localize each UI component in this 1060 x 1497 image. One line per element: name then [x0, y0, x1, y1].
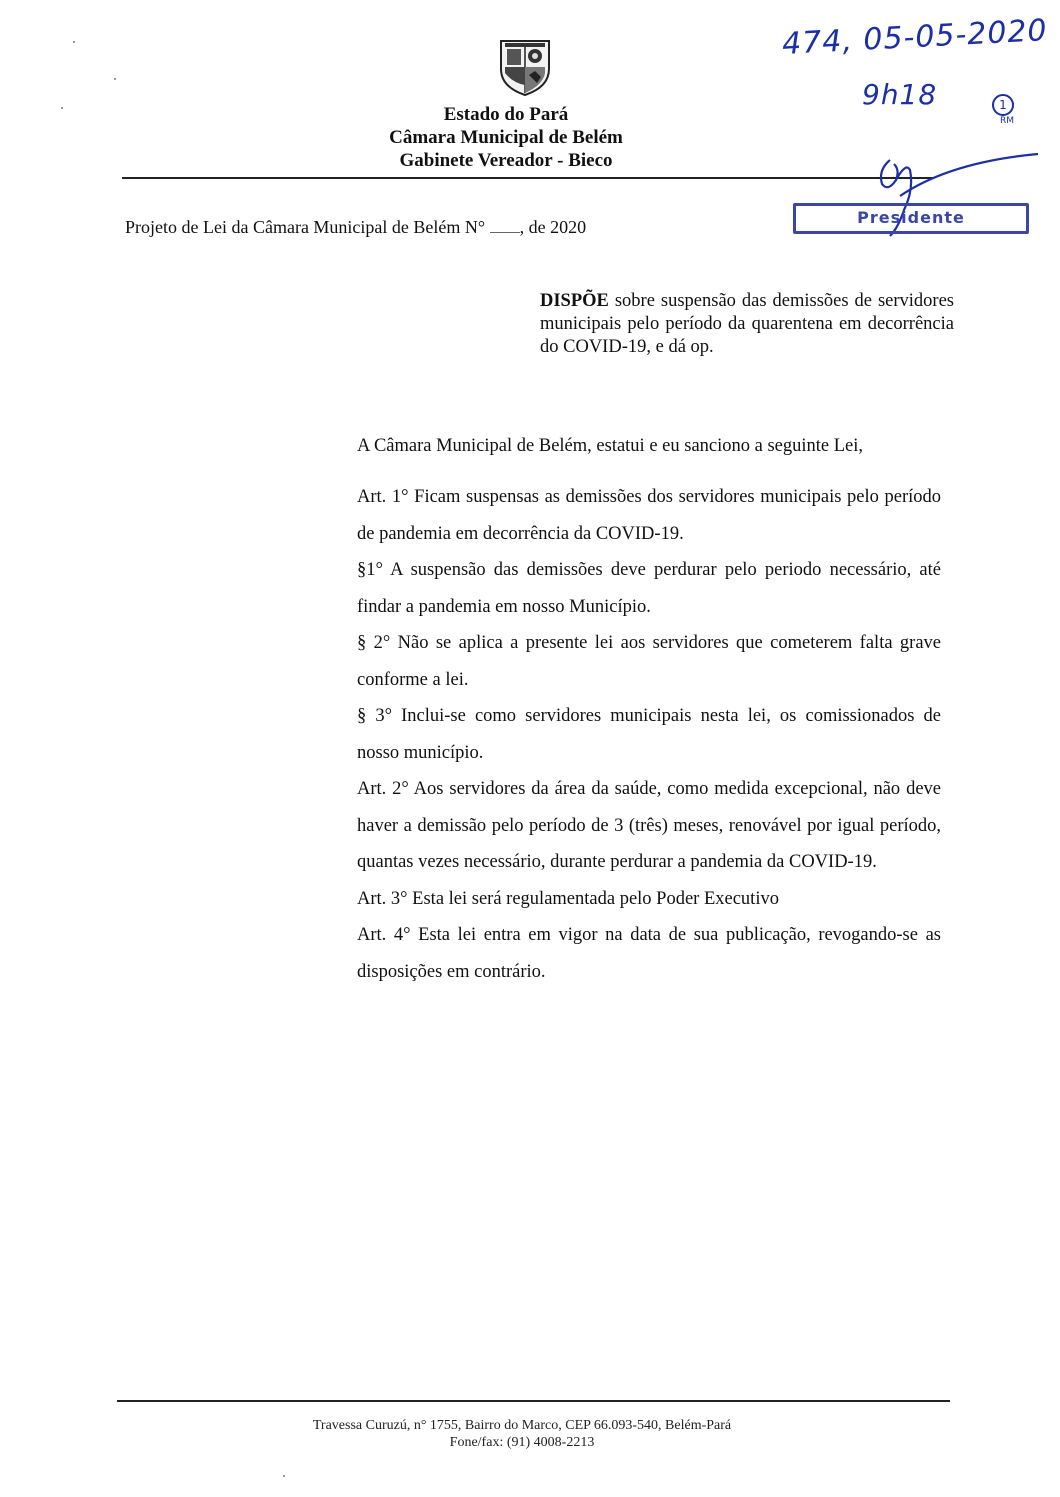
initials-handwritten: RM	[1000, 116, 1015, 126]
coat-of-arms-icon	[497, 35, 553, 97]
bill-body	[357, 434, 941, 990]
scan-speck	[61, 107, 63, 109]
article-1: Art. 1° Ficam suspensas as demissões dos servidores municipais pelo período de pandemia em decorrência da COVID-19.	[357, 487, 941, 544]
page-number-circled: 1	[992, 94, 1014, 116]
bill-title-suffix: , de 2020	[519, 217, 587, 237]
bill-title	[125, 217, 586, 238]
header-office: Gabinete Vereador - Bieco	[399, 150, 613, 171]
article-1-paragraph-3: § 3° Inclui-se como servidores municipais nesta lei, os comissionados de nosso município.	[357, 706, 941, 763]
header-chamber: Câmara Municipal de Belém	[389, 127, 623, 148]
bill-number-blank	[490, 222, 520, 233]
scan-speck	[114, 78, 116, 80]
scan-speck	[283, 1475, 285, 1477]
footer-phone: Fone/fax: (91) 4008-2213	[449, 1435, 595, 1450]
footer-divider	[117, 1400, 950, 1402]
stamp-label: Presidente	[857, 208, 965, 227]
article-1-paragraph-2: § 2° Não se aplica a presente lei aos servidores que cometerem falta grave conforme a lei.	[357, 633, 941, 690]
protocol-time-handwritten: 9h18	[862, 78, 938, 111]
article-4: Art. 4° Esta lei entra em vigor na data de sua publicação, revogando-se as disposições em contrário.	[357, 925, 941, 982]
article-1-paragraph-1: §1° A suspensão das demissões deve perdurar pelo periodo necessário, até findar a pandemia em nosso Município.	[357, 560, 941, 617]
summary-text: sobre suspensão das demissões de servidores municipais pelo período da quarentena em decorrência do COVID-19, e dá op.	[540, 291, 954, 357]
header-divider	[122, 177, 934, 179]
summary-keyword: DISPÕE	[540, 291, 609, 311]
article-2: Art. 2° Aos servidores da área da saúde, como medida excepcional, não deve haver a demissão pelo período de 3 (três) meses, renovável por igual período, quantas vezes necessário, durante perdurar a pandemia da COVID-19.	[357, 779, 941, 872]
president-stamp	[793, 203, 1029, 234]
bill-summary	[540, 290, 954, 359]
article-3: Art. 3° Esta lei será regulamentada pelo Poder Executivo	[357, 888, 779, 909]
header-state: Estado do Pará	[443, 104, 569, 125]
enacting-clause: A Câmara Municipal de Belém, estatui e eu sanciono a seguinte Lei,	[357, 436, 864, 456]
bill-title-prefix: Projeto de Lei da Câmara Municipal de Belém N°	[125, 217, 486, 237]
footer-address: Travessa Curuzú, n° 1755, Bairro do Marco, CEP 66.093-540, Belém-Pará	[312, 1418, 732, 1433]
scan-speck	[73, 41, 75, 43]
protocol-number-handwritten: 474, 05-05-2020	[781, 13, 1049, 62]
